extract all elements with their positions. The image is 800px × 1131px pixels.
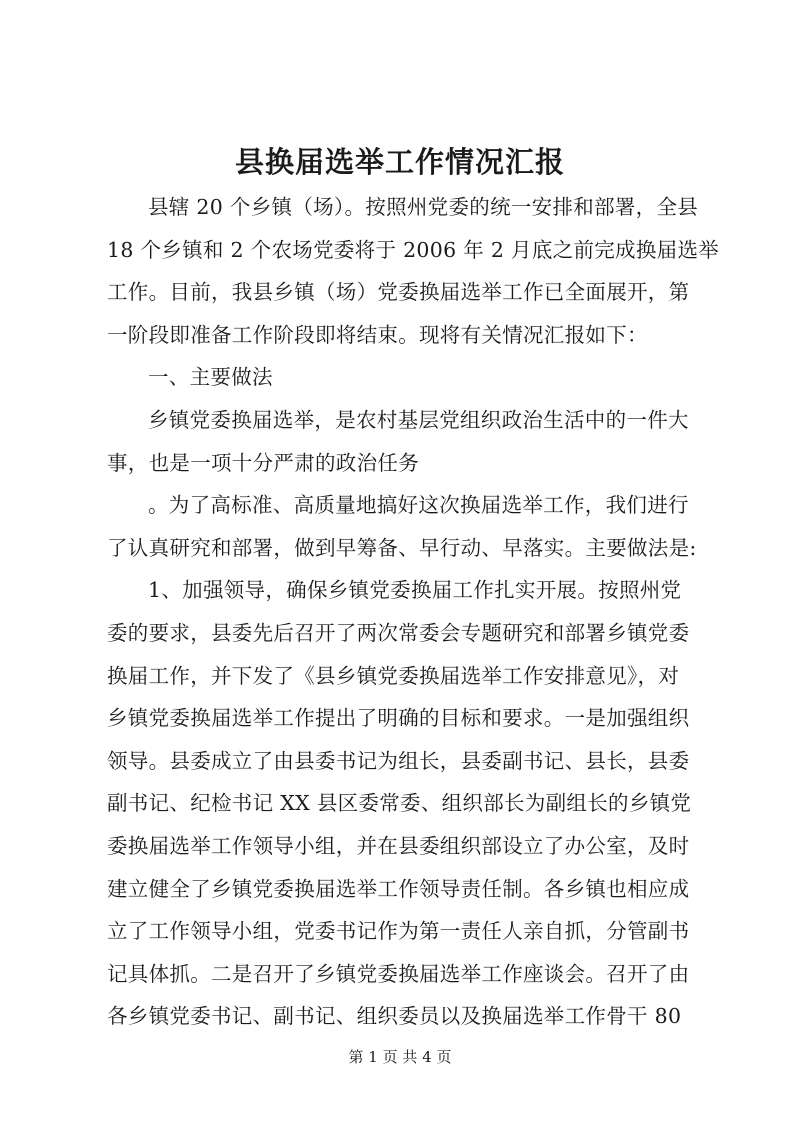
body-line: 事，也是一项十分严肃的政治任务 bbox=[107, 450, 419, 475]
body-line: 乡镇党委换届选举工作提出了明确的目标和要求。一是加强组织 bbox=[107, 706, 690, 731]
body-line: 委换届选举工作领导小组，并在县委组织部设立了办公室，及时 bbox=[107, 834, 690, 858]
body-line: 记具体抓。二是召开了乡镇党委换届选举工作座谈会。召开了由 bbox=[107, 961, 690, 986]
body-line: 1、加强领导，确保乡镇党委换届工作扎实开展。按照州党 bbox=[148, 578, 682, 603]
body-line: 。为了高标准、高质量地搞好这次换届选举工作，我们进行 bbox=[148, 493, 689, 518]
body-line: 了认真研究和部署，做到早筹备、早行动、早落实。主要做法是: bbox=[107, 535, 697, 560]
page-footer: 第 1 页 共 4 页 bbox=[348, 1048, 452, 1066]
body-line: 立了工作领导小组，党委书记作为第一责任人亲自抓，分管副书 bbox=[107, 919, 690, 944]
body-line: 领导。县委成立了由县委书记为组长，县委副书记、县长，县委 bbox=[107, 748, 690, 773]
section-heading: 一、主要做法 bbox=[148, 365, 273, 390]
body-line: 乡镇党委换届选举，是农村基层党组织政治生活中的一件大 bbox=[148, 408, 689, 432]
body-line: 18 个乡镇和 2 个农场党委将于 2006 年 2 月底之前完成换届选举 bbox=[107, 237, 720, 262]
body-line: 委的要求，县委先后召开了两次常委会专题研究和部署乡镇党委 bbox=[107, 621, 690, 645]
body-line: 各乡镇党委书记、副书记、组织委员以及换届选举工作骨干 80 bbox=[107, 1004, 682, 1029]
document-title: 县换届选举工作情况汇报 bbox=[234, 145, 565, 179]
body-line: 建立健全了乡镇党委换届选举工作领导责任制。各乡镇也相应成 bbox=[107, 876, 690, 901]
body-line: 一阶段即准备工作阶段即将结束。现将有关情况汇报如下： bbox=[107, 322, 648, 347]
body-line: 县辖 20 个乡镇（场）。按照州党委的统一安排和部署，全县 bbox=[148, 195, 699, 219]
body-line: 换届工作，并下发了《县乡镇党委换届选举工作安排意见》，对 bbox=[107, 663, 680, 688]
body-line: 副书记、纪检书记 XX 县区委常委、组织部长为副组长的乡镇党 bbox=[107, 791, 692, 816]
body-line: 工作。目前，我县乡镇（场）党委换届选举工作已全面展开，第 bbox=[107, 280, 690, 305]
